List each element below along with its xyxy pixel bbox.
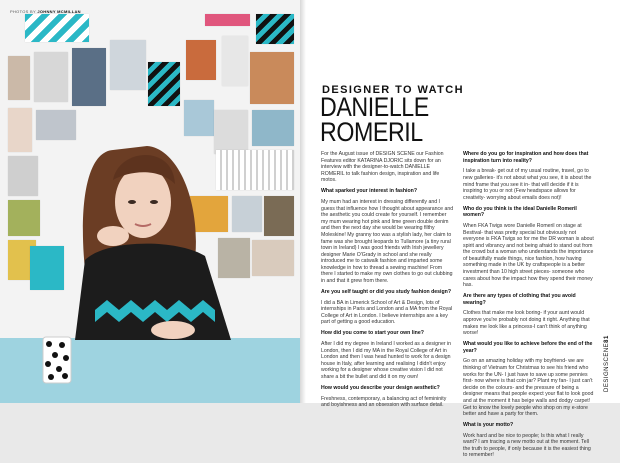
headline-line-1: DANIELLE (320, 92, 429, 122)
interview-answer: My mum had an interest in dressing differently and I guess that influence how I thought about appearance and the aesthetic you could create for yourself. I remember my mum wearing hot pink and lime green double denim and then the next day she would be wearing filthy Moleskine! My granny too was a stylish lady, her claim to fame was she brought leopards to Tullamore (a tiny rural town in Ireland) I was good friends with Irish jewellery designer Marie O'Grady in school and she really introduced me to catwalk fashion and imparted some knowledge in how to thread a sewing machine! From there I started to make my own clothes to go out clubbing in and that it grew from there. (321, 198, 454, 285)
folio-page-number: 81 (604, 335, 610, 343)
photo-credit (10, 9, 81, 14)
moodboard-print (250, 52, 294, 104)
interview-question: How would you describe your design aesthetic? (321, 384, 440, 391)
article-column-2 (463, 151, 596, 463)
folio-magazine: DESIGNSCENE (604, 342, 610, 392)
hand-shape (151, 321, 195, 339)
interview-answer: When FKA Twigs wore Danielle Romeril on stage at Bestival- that was pretty special but obviously not everyone is FKA Twigs so for me the DR woman is about spirit and vibrancy and not being afraid to stand out from the crowd but a woman who understands the importance of beautifully made things, nice fashion, how having something made in the UK by craftspeople is a better investment than 10 high street pieces- someone who cares about how the impact how they spend their money has. (463, 222, 594, 289)
article-column-1 (321, 151, 454, 413)
page-folio (604, 335, 610, 392)
interview-question: What sparked your interest in fashion? (321, 188, 417, 195)
moodboard-print (184, 100, 214, 136)
page-gutter (300, 0, 306, 403)
moodboard-print (8, 108, 32, 152)
interview-answer: Work hard and be nice to people; Is this what I really want? I am tracing a new motto out at the moment. Tell the truth to people, if only because it is the easiest thing to remember! (463, 432, 591, 459)
moodboard-swatch (205, 14, 250, 26)
interview-question: Are there any types of clothing that you avoid wearing? (463, 293, 576, 306)
moodboard-print (110, 40, 146, 90)
photo-credit-name: JOHNNY MCMILLAN (37, 9, 81, 14)
headline-line-2: ROMERIL (320, 117, 423, 147)
face-shape (115, 166, 171, 238)
hand-shape (97, 226, 129, 246)
interview-question: What would you like to achieve before the end of the year? (463, 340, 593, 354)
black-top (75, 244, 231, 340)
zigzag-swatch (256, 14, 294, 44)
zigzag-swatch (25, 14, 89, 42)
moodboard-print (186, 40, 216, 80)
portrait-photo (0, 0, 300, 403)
interview-question: How did you come to start your own line? (321, 330, 424, 337)
interview-answer: Clothes that make me look boring- if your aunt would approve you're probably not doing it right. Anything that makes me look like a princess-I can't think of anything worse! (463, 310, 590, 337)
moodboard-print (222, 36, 248, 86)
zigzag-swatch (148, 62, 180, 106)
article-kicker: DESIGNER TO WATCH (322, 84, 464, 96)
interview-question: Are you self taught or did you study fashion design? (321, 288, 451, 295)
polka-dot-cup (42, 336, 72, 384)
moodboard-print (36, 110, 76, 140)
moodboard-print (8, 156, 38, 196)
moodboard-print (252, 240, 294, 276)
moodboard-print (8, 200, 40, 236)
photo-credit-label: PHOTOS BY (10, 9, 36, 14)
moodboard-print (72, 48, 106, 106)
interview-question: Who do you think is the ideal Danielle Romeril women? (463, 205, 577, 219)
moodboard-print (34, 52, 68, 102)
article-headline (320, 92, 429, 147)
interview-answer: Go on an amazing holiday with my boyfriend- we are thinking of Vietnam for Christmas to see his friend who works for the UN- I just have to save up some pennies first- now where is that coin jar? Plant my fan- I just can't decide on the colours- and the pressure of being a designer means that people expect your flat to look good and at the moment it has beige walls and dodgy carpet! Get to know the lovely people who shop on my e-store better and have a party for them. (463, 358, 594, 418)
interview-answer: I take a break- get out of my usual routine, travel, go to new galleries- it's not about what you see, it is about the mind frame that you see it in- that will decide if it is inspiring to you or not (Few headspace allows for creativity- worrying about emails does not)! (463, 168, 592, 201)
interview-answer: Freshness, contemporary, a balancing act of femininity and boyishness and an obsession with surface detail. (321, 395, 447, 409)
eye-left (128, 200, 136, 204)
interview-answer: After I did my degree in Ireland I worked as a designer in London, then I did my MA in the Royal College of Art in London and then I was head hunted to work for a design house in Italy, after learning and realising I didn't enjoy working for a designer whose creative vision I did not share a bit the bullet and did it on my own! (321, 340, 452, 380)
moodboard-print (8, 56, 30, 100)
moodboard-print (264, 196, 294, 236)
article-standfirst: For the August issue of DESIGN SCENE our Fashion Features editor KATARINA DJORIC sits down for an interview with the designer-to-watch DANIELLE ROMERIL to talk fashion design, inspiration and life motos. (321, 151, 444, 184)
interview-question: What is your motto? (463, 421, 514, 428)
interview-answer: I did a BA in Limerick School of Art & Design, lots of internships in Paris and London and a MA from the Royal College of Art in London. I believe internships are a key part of getting a good education. (321, 299, 453, 326)
interview-question: Where do you go for inspiration and how does that inspiration turn into reality? (463, 151, 589, 164)
eye-right (150, 200, 158, 204)
designer-portrait (55, 140, 255, 340)
moodboard-print (252, 110, 294, 146)
